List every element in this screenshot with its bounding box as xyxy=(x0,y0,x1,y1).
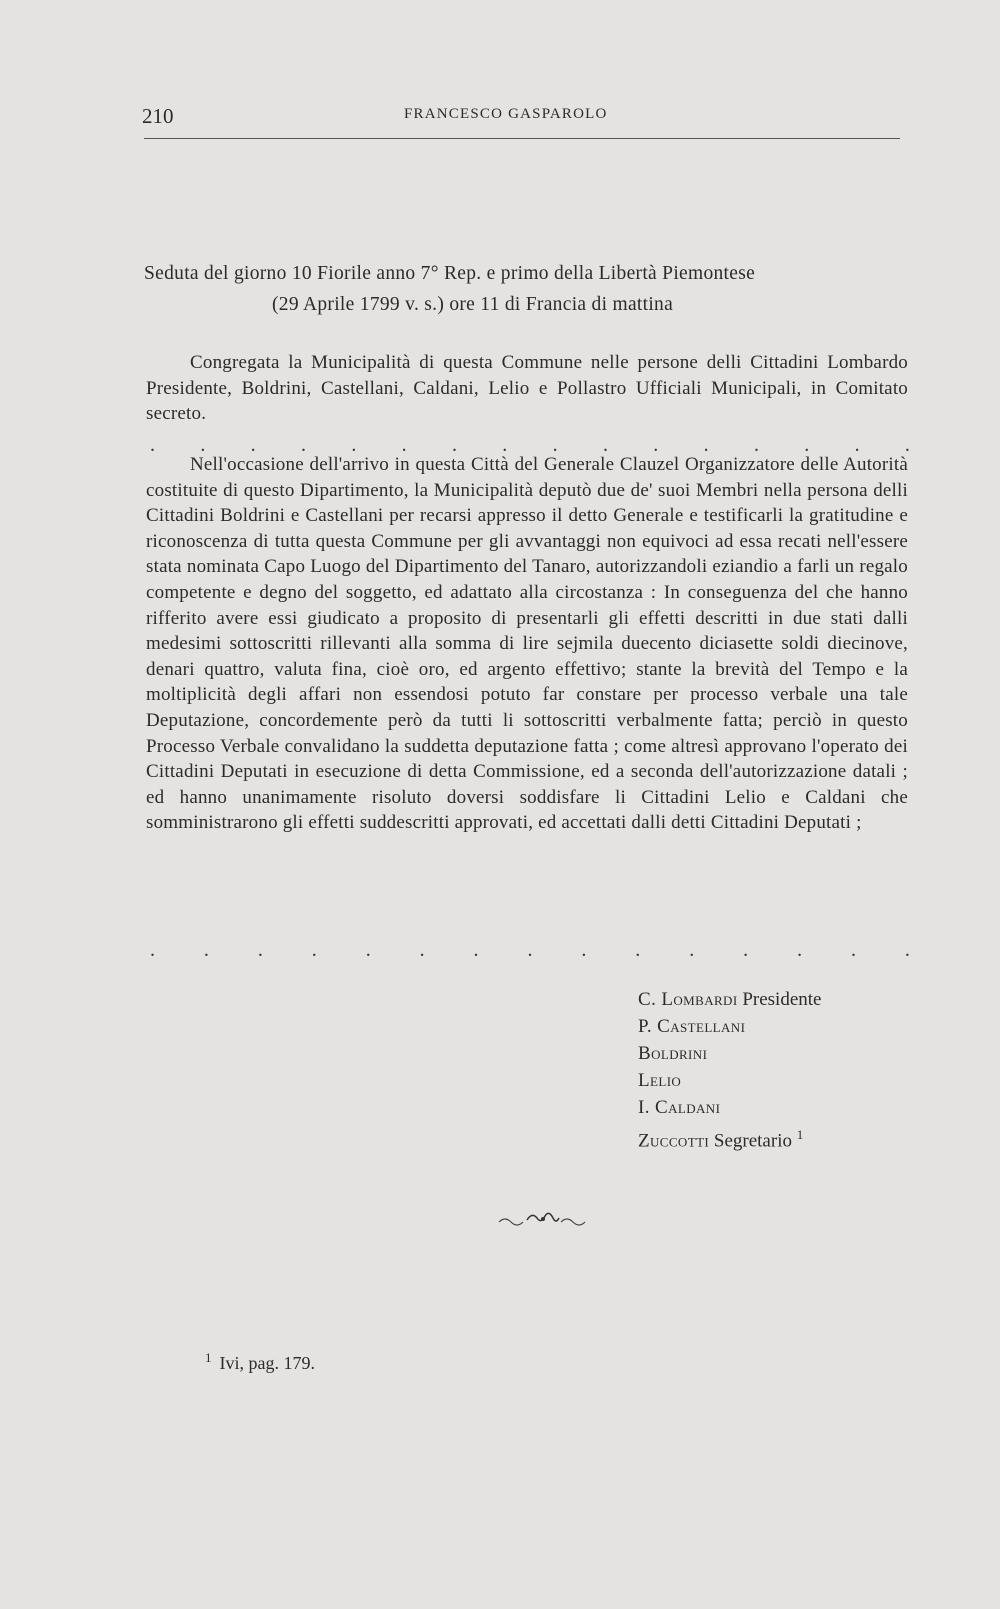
footnote-number: 1 xyxy=(205,1350,212,1365)
signatory-name: C. Lombardi xyxy=(638,989,738,1010)
ellipsis-dot: . xyxy=(300,434,306,456)
signatory-name: Lelio xyxy=(638,1070,682,1091)
signature-line xyxy=(638,1094,821,1121)
header-rule xyxy=(144,138,900,139)
ellipsis-dot: . xyxy=(200,434,206,456)
session-heading-line-1: Seduta del giorno 10 Fiorile anno 7° Rep. e primo della Libertà Piemontese xyxy=(144,263,756,284)
signatory-name: I. Caldani xyxy=(638,1097,721,1118)
signatory-role: Presidente xyxy=(742,989,822,1010)
ellipsis-dot: . xyxy=(451,434,457,456)
decorative-flourish-icon xyxy=(497,1208,587,1232)
ellipsis-dots-row xyxy=(150,939,910,961)
ellipsis-dot: . xyxy=(850,939,856,961)
ellipsis-dot: . xyxy=(904,434,910,456)
signature-block xyxy=(638,986,821,1154)
ellipsis-dot: . xyxy=(502,434,508,456)
signatory-name: Boldrini xyxy=(638,1043,708,1064)
ellipsis-dot: . xyxy=(419,939,425,961)
ellipsis-dot: . xyxy=(904,939,910,961)
signature-line xyxy=(638,1013,821,1040)
signature-line xyxy=(638,1121,821,1154)
signature-line xyxy=(638,986,821,1013)
ellipsis-dot: . xyxy=(581,939,587,961)
paragraph-congregation: Congregata la Municipalità di questa Commune nelle persone delli Cittadini Lombardo Presidente, Boldrini, Castellani, Caldani, Lelio e Pollastro Ufficiali Municipali, in Comitato secreto. xyxy=(146,352,908,424)
ellipsis-dot: . xyxy=(635,939,641,961)
session-heading xyxy=(144,258,904,320)
ellipsis-dot: . xyxy=(527,939,533,961)
ellipsis-dot: . xyxy=(365,939,371,961)
session-heading-line-2: (29 Aprile 1799 v. s.) ore 11 di Francia di mattina xyxy=(272,294,674,315)
ellipsis-dot: . xyxy=(854,434,860,456)
ellipsis-dot: . xyxy=(743,939,749,961)
footnote xyxy=(205,1350,315,1374)
ellipsis-dot: . xyxy=(689,939,695,961)
ellipsis-dot: . xyxy=(257,939,263,961)
footnote-text: Ivi, pag. 179. xyxy=(219,1353,315,1373)
ellipsis-dot: . xyxy=(401,434,407,456)
ellipsis-dot: . xyxy=(473,939,479,961)
signatory-name: Zuccotti xyxy=(638,1130,710,1152)
ellipsis-dot: . xyxy=(311,939,317,961)
signatory-role: Segretario xyxy=(713,1130,792,1152)
ellipsis-dot: . xyxy=(150,434,155,456)
ellipsis-dots-row xyxy=(150,434,910,456)
ellipsis-dot: . xyxy=(602,434,608,456)
ellipsis-dot: . xyxy=(797,939,803,961)
ellipsis-dot: . xyxy=(552,434,558,456)
ellipsis-dot: . xyxy=(703,434,709,456)
ellipsis-dot: . xyxy=(203,939,209,961)
ellipsis-dot: . xyxy=(653,434,659,456)
running-head: FRANCESCO GASPAROLO xyxy=(404,106,608,122)
ellipsis-dot: . xyxy=(753,434,759,456)
page-number: 210 xyxy=(142,104,174,128)
paragraph-deputation: Nell'occasione dell'arrivo in questa Città del Generale Clauzel Organizzatore delle Autorità costituite di questo Dipartimento, la Municipalità deputò due de' suoi Membri nella persona delli Cittadini Boldrini e Castellani per recarsi appresso il detto Generale e testificarli la gratitudine e riconoscenza di tutta questa Commune per gli avvantaggi non equivoci ad essa recati nell'essere stata nominata Capo Luogo del Dipartimento del Tanaro, autorizzandoli eziandio a farli un regalo competente e degno del soggetto, ed adattato alla circostanza : In conseguenza del che hanno rifferito avere essi giudicato a proposito di presentarli gli effetti descritti in due stati dalli medesimi sottoscritti rillevanti alla somma di lire sejmila duecento diciasette soldi diecinove, denari quattro, valuta fina, cioè oro, ed argento effettivo; stante la brevità del Tempo e la moltiplicità degli affari non essendosi potuto far constare per processo verbale una tale Deputazione, concordemente però da tutti li sottoscritti verbalmente fatta; perciò in questo Processo Verbale convalidano la suddetta deputazione fatta ; come altresì approvano l'operato dei Cittadini Deputati in esecuzione di detta Commissione, ed a seconda dell'autorizzazione datali ; ed hanno unanimamente risoluto doversi soddisfare li Cittadini Lelio e Caldani che somministrarono gli effetti suddescritti approvati, ed accettati dalli detti Cittadini Deputati ; xyxy=(146,454,908,834)
ellipsis-dot: . xyxy=(804,434,810,456)
page-header xyxy=(142,104,898,134)
signature-line xyxy=(638,1040,821,1067)
signature-line xyxy=(638,1067,821,1094)
footnote-reference[interactable]: 1 xyxy=(796,1127,804,1142)
ellipsis-dot: . xyxy=(351,434,357,456)
ellipsis-dot: . xyxy=(150,939,155,961)
ellipsis-dot: . xyxy=(250,434,256,456)
signatory-name: P. Castellani xyxy=(638,1016,746,1037)
